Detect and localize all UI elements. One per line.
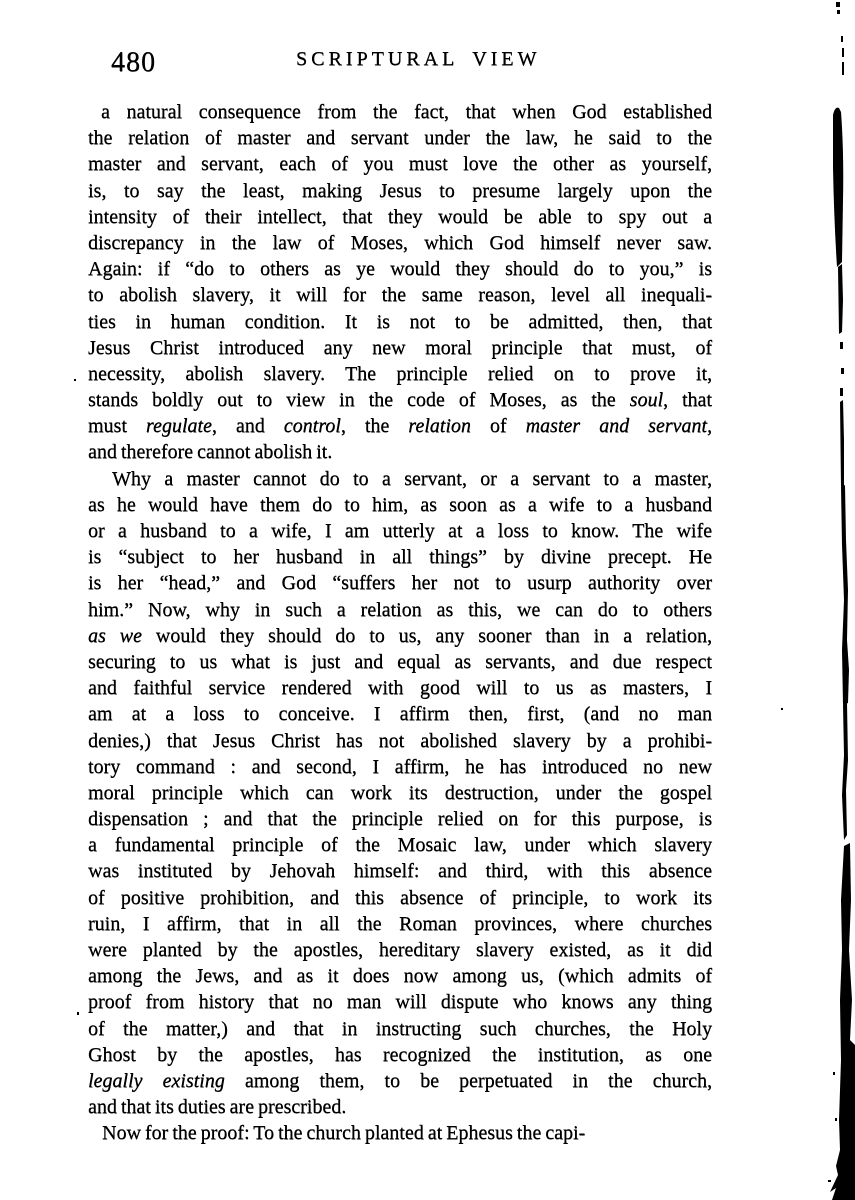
paragraph bbox=[88, 466, 712, 1121]
text-line bbox=[88, 1068, 712, 1094]
text-line bbox=[88, 544, 712, 570]
text-line bbox=[88, 125, 712, 151]
page-number: 480 bbox=[111, 47, 156, 78]
emphasized-text: soul bbox=[629, 389, 664, 412]
text-segment: , that bbox=[663, 389, 712, 412]
text-line bbox=[88, 623, 712, 649]
emphasized-text: regulate bbox=[145, 415, 212, 438]
text-segment: among the Jews, and as it does now among us, (which admits of bbox=[88, 965, 712, 988]
text-segment: Again: if “do to others as ye would they should do to you,” is bbox=[88, 258, 712, 281]
text-segment: tory command : and second, I affirm, he has introduced no new bbox=[88, 755, 712, 778]
text-segment: Why a master cannot do to a servant, or a servant to a master, bbox=[112, 467, 712, 490]
text-line bbox=[88, 466, 712, 492]
text-line bbox=[88, 1094, 712, 1120]
paragraph bbox=[88, 1120, 712, 1146]
emphasized-text: master and servant, bbox=[525, 415, 712, 438]
text-line bbox=[88, 309, 712, 335]
text-line bbox=[88, 649, 712, 675]
text-segment: would they should do to us, any sooner than in a relation, bbox=[141, 624, 712, 647]
body-text bbox=[88, 99, 712, 1147]
text-line bbox=[88, 911, 712, 937]
text-segment: stands boldly out to view in the code of Moses, as the bbox=[88, 389, 630, 412]
text-line bbox=[88, 963, 712, 989]
text-line bbox=[88, 1120, 712, 1146]
text-segment: ruin, I affirm, that in all the Roman provinces, where churches bbox=[88, 912, 712, 935]
text-line bbox=[88, 858, 712, 884]
text-line bbox=[88, 1042, 712, 1068]
text-line bbox=[88, 230, 712, 256]
text-segment: and faithful service rendered with good will to us as masters, I bbox=[88, 677, 712, 700]
text-line bbox=[88, 597, 712, 623]
text-segment: or a husband to a wife, I am utterly at a loss to know. The wife bbox=[88, 520, 712, 542]
text-segment: am at a loss to conceive. I affirm then, first, (and no man bbox=[88, 703, 712, 726]
text-segment: a fundamental principle of the Mosaic law, under which slavery bbox=[88, 834, 712, 857]
text-segment: among them, to be perpetuated in the church, bbox=[224, 1069, 712, 1092]
scan-speck bbox=[833, 1072, 835, 1075]
text-segment: Now for the proof: To the church planted at Ephesus the capi- bbox=[102, 1122, 586, 1145]
text-line bbox=[88, 570, 712, 596]
text-line bbox=[88, 387, 712, 413]
text-segment: Ghost by the apostles, has recognized the institution, as one bbox=[88, 1043, 712, 1066]
text-segment: were planted by the apostles, hereditary slavery existed, as it did bbox=[88, 939, 712, 961]
scan-speck bbox=[828, 1180, 831, 1182]
text-line bbox=[88, 832, 712, 858]
emphasized-text: relation bbox=[408, 415, 471, 438]
text-segment: was instituted by Jehovah himself: and third, with this absence bbox=[88, 860, 712, 883]
scan-speck bbox=[781, 708, 783, 710]
text-line bbox=[88, 1016, 712, 1042]
text-line bbox=[88, 701, 712, 727]
emphasized-text: legally existing bbox=[88, 1069, 225, 1092]
running-header-title: SCRIPTURAL VIEW bbox=[296, 48, 541, 70]
text-segment: necessity, abolish slavery. The principle relied on to prove it, bbox=[88, 362, 712, 385]
paragraph bbox=[88, 99, 712, 466]
text-segment: Jesus Christ introduced any new moral principle that must, of bbox=[88, 336, 712, 359]
text-line bbox=[88, 204, 712, 230]
text-segment: and that its duties are prescribed. bbox=[88, 1096, 347, 1119]
text-segment: as he would have them do to him, as soon as a wife to a husband bbox=[88, 493, 712, 516]
text-segment: , and bbox=[211, 415, 284, 438]
text-line bbox=[88, 937, 712, 963]
text-line bbox=[88, 675, 712, 701]
text-segment: intensity of their intellect, that they would be able to spy out a bbox=[88, 205, 712, 228]
text-segment: a natural consequence from the fact, that when God established bbox=[101, 101, 712, 123]
text-line bbox=[88, 282, 712, 308]
text-line bbox=[88, 780, 712, 806]
text-segment: of positive prohibition, and this absence of principle, to work its bbox=[88, 886, 712, 909]
text-segment: denies,) that Jesus Christ has not abolished slavery by a prohibi- bbox=[88, 729, 712, 752]
text-segment: to abolish slavery, it will for the same reason, level all inequali- bbox=[88, 284, 712, 307]
scan-speck bbox=[74, 379, 76, 381]
text-segment: is her “head,” and God “suffers her not to usurp authority over bbox=[88, 572, 712, 595]
text-line bbox=[88, 178, 712, 204]
text-line bbox=[88, 728, 712, 754]
text-segment: master and servant, each of you must love the other as yourself, bbox=[88, 153, 712, 176]
text-line bbox=[88, 99, 712, 125]
text-line bbox=[88, 151, 712, 177]
text-segment: is, to say the least, making Jesus to presume largely upon the bbox=[88, 179, 712, 202]
text-segment: him.” Now, why in such a relation as this, we can do to others bbox=[88, 598, 712, 621]
emphasized-text: control bbox=[283, 415, 341, 438]
text-segment: dispensation ; and that the principle relied on for this purpose, is bbox=[88, 808, 712, 831]
text-line bbox=[88, 413, 712, 439]
text-segment: moral principle which can work its destruction, under the gospel bbox=[88, 781, 712, 804]
text-segment: ties in human condition. It is not to be admitted, then, that bbox=[88, 310, 712, 333]
text-line bbox=[88, 439, 712, 465]
text-segment: the relation of master and servant under the law, he said to the bbox=[88, 127, 712, 150]
text-line bbox=[88, 256, 712, 282]
text-segment: must bbox=[88, 415, 146, 438]
text-segment: proof from history that no man will dispute who knows any thing bbox=[88, 991, 712, 1014]
text-segment: of the matter,) and that in instructing such churches, the Holy bbox=[88, 1017, 712, 1040]
scan-speck bbox=[835, 1118, 837, 1121]
text-segment: securing to us what is just and equal as servants, and due respect bbox=[88, 650, 712, 673]
text-segment: , the bbox=[340, 415, 409, 438]
text-segment: discrepancy in the law of Moses, which God himself never saw. bbox=[88, 231, 712, 254]
text-segment: is “subject to her husband in all things” by divine precept. He bbox=[88, 546, 712, 569]
emphasized-text: as we bbox=[88, 624, 142, 647]
text-line bbox=[88, 754, 712, 780]
text-line bbox=[88, 806, 712, 832]
text-segment: and therefore cannot abolish it. bbox=[88, 441, 333, 464]
text-line bbox=[88, 335, 712, 361]
text-line bbox=[88, 361, 712, 387]
text-line bbox=[88, 885, 712, 911]
text-line bbox=[88, 989, 712, 1015]
text-segment: of bbox=[470, 415, 526, 438]
scan-speck bbox=[77, 1012, 79, 1015]
text-line bbox=[88, 518, 712, 544]
text-line bbox=[88, 492, 712, 518]
